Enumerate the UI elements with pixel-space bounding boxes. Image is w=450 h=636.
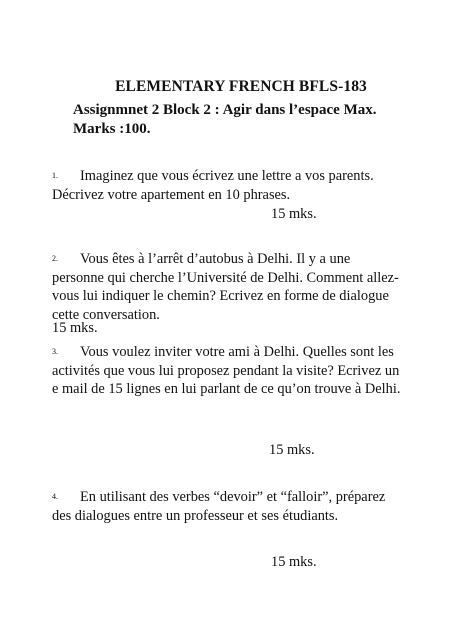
question-3 <box>52 343 404 399</box>
question-number: 1. <box>52 171 58 180</box>
question-text: Imaginez que vous écrivez une lettre a vos parents. Décrivez votre apartement en 10 phrases. <box>52 168 374 203</box>
question-3-marks: 15 mks. <box>269 442 315 458</box>
question-text: Vous voulez inviter votre ami à Delhi. Quelles sont les activités que vous lui proposez pendant la visite? Ecrivez un e mail de 15 lignes en lui parlant de ce qu’on trouve à Delhi. <box>52 344 401 397</box>
question-1-marks: 15 mks. <box>271 206 317 222</box>
question-4-marks: 15 mks. <box>271 554 317 570</box>
question-text: Vous êtes à l’arrêt d’autobus à Delhi. Il y a une personne qui cherche l’Université de Delhi. Comment allez-vous lui indiquer le chemin? Ecrivez en forme de dialogue cette conversation. <box>52 251 399 323</box>
assignment-subtitle: Assignmnet 2 Block 2 : Agir dans l’espace Max. Marks :100. <box>73 102 377 137</box>
question-2 <box>52 250 404 324</box>
question-text: En utilisant des verbes “devoir” et “falloir”, préparez des dialogues entre un professeur et ses étudiants. <box>52 489 386 524</box>
question-2-marks: 15 mks. <box>52 320 98 336</box>
question-number: 3. <box>52 347 58 356</box>
document-title: ELEMENTARY FRENCH BFLS-183 <box>115 78 367 95</box>
question-number: 2. <box>52 254 58 263</box>
question-number: 4. <box>52 492 58 501</box>
question-1 <box>52 167 404 204</box>
question-4 <box>52 488 404 525</box>
